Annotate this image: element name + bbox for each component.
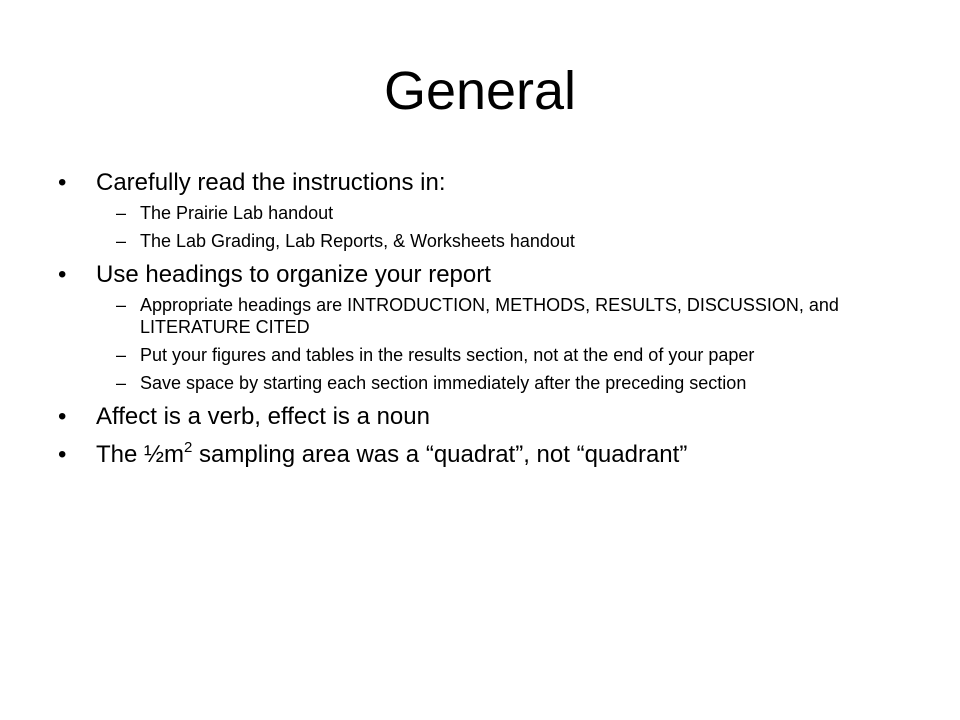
sub-list — [96, 202, 960, 252]
sub-item-text: The Lab Grading, Lab Reports, & Worksheets handout — [140, 231, 575, 251]
sub-item-text: Appropriate headings are INTRODUCTION, METHODS, RESULTS, DISCUSSION, and LITERATURE CITED — [140, 295, 839, 337]
dash-icon: – — [116, 203, 127, 223]
bullet-item — [0, 402, 960, 432]
bullet-list — [0, 168, 960, 478]
bullet-text: Affect is a verb, effect is a noun — [96, 403, 430, 430]
bullet-text-part: The ½m — [96, 441, 185, 468]
dash-icon: – — [116, 295, 127, 315]
bullet-item — [0, 260, 960, 394]
sub-item-text: Save space by starting each section immediately after the preceding section — [140, 373, 747, 393]
bullet-icon: • — [58, 403, 67, 430]
sub-item — [96, 230, 860, 252]
superscript: 2 — [184, 439, 193, 456]
bullet-text-part: sampling area was a “quadrat”, not “quadrant” — [192, 441, 688, 468]
dash-icon: – — [116, 373, 127, 393]
sub-item — [96, 294, 860, 338]
dash-icon: – — [116, 345, 127, 365]
bullet-icon: • — [58, 261, 67, 288]
bullet-item — [0, 440, 960, 470]
sub-item-text: The Prairie Lab handout — [140, 203, 334, 223]
sub-item-text: Put your figures and tables in the results section, not at the end of your paper — [140, 345, 755, 365]
bullet-icon: • — [58, 169, 67, 196]
bullet-text — [96, 441, 687, 468]
bullet-item — [0, 168, 960, 252]
sub-list — [96, 294, 960, 394]
bullet-text: Use headings to organize your report — [96, 261, 491, 288]
dash-icon: – — [116, 231, 127, 251]
sub-item — [96, 344, 860, 366]
sub-item — [96, 372, 860, 394]
slide-title: General — [383, 61, 577, 121]
bullet-icon: • — [58, 441, 67, 468]
bullet-text: Carefully read the instructions in: — [96, 169, 446, 196]
sub-item — [96, 202, 860, 224]
